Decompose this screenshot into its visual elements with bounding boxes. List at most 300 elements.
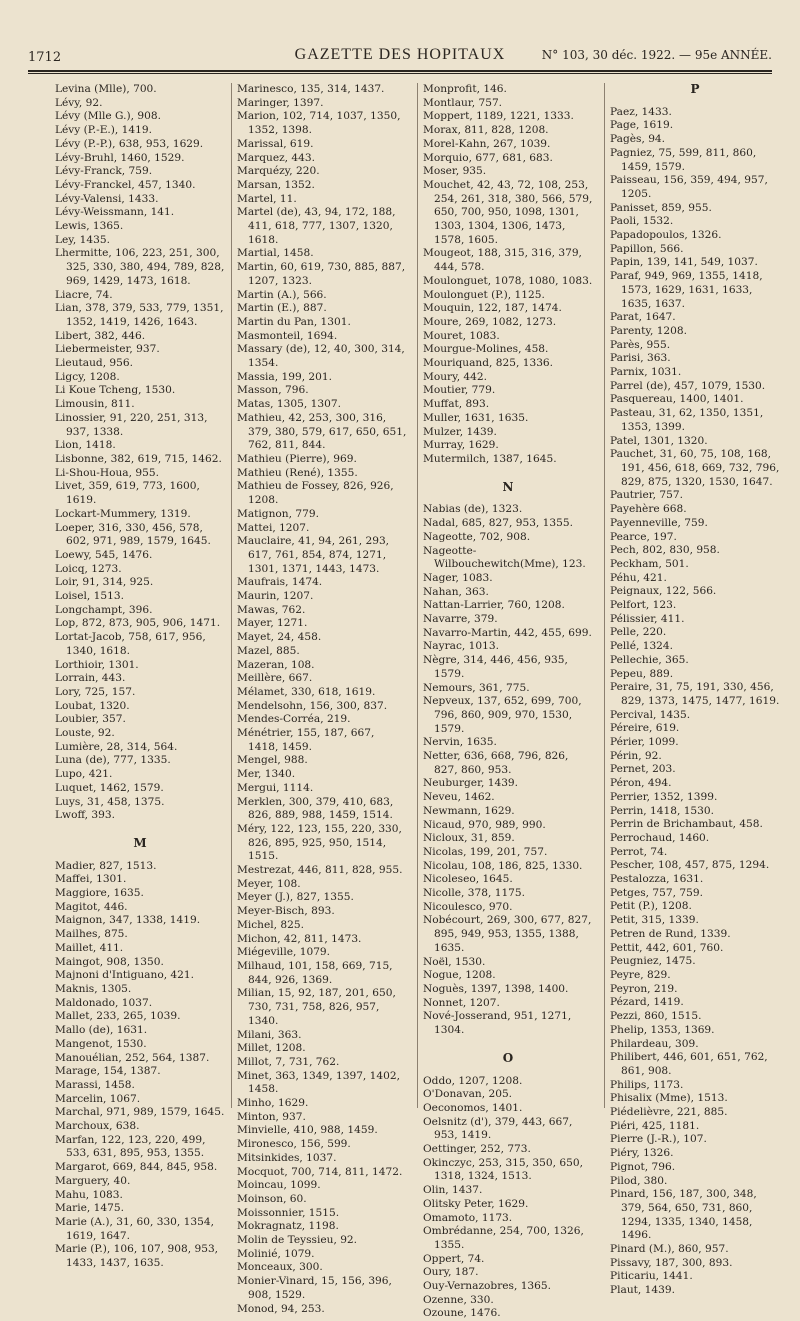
index-entry: Mironesco, 156, 599. <box>237 1138 351 1151</box>
index-entry: Papadopoulos, 1326. <box>610 229 722 242</box>
index-entry: Marsan, 1352. <box>237 178 315 191</box>
index-entry: Nageotte-Wilbouchewitch(Mme), 123. <box>423 544 586 571</box>
index-entry: Pearce, 197. <box>610 530 677 543</box>
index-entry: Pellechie, 365. <box>610 653 689 666</box>
index-entry: Mallet, 233, 265, 1039. <box>55 1010 181 1023</box>
index-entry: Maufrais, 1474. <box>237 576 323 589</box>
index-entry: Mouchet, 42, 43, 72, 108, 253, 254, 261, 318, 380, 566, 579, 650, 700, 950, 1098, 1301, 1303, 1304, 1306, 1473, 1578, 1605. <box>423 178 593 246</box>
index-entry: Petit (P.), 1208. <box>610 900 692 913</box>
index-entry: Mangenot, 1530. <box>55 1037 147 1050</box>
index-entry: Muffat, 893. <box>423 398 490 411</box>
index-entry: Oeconomos, 1401. <box>423 1101 523 1114</box>
index-entry: Philips, 1173. <box>610 1078 684 1091</box>
index-entry: Oppert, 74. <box>423 1252 485 1265</box>
index-entry: Nicoulesco, 970. <box>423 900 513 913</box>
index-entry: Lévy-Bruhl, 1460, 1529. <box>55 151 185 164</box>
index-entry: Navarre, 379. <box>423 613 498 626</box>
index-entry: Marcelin, 1067. <box>55 1092 141 1105</box>
index-entry: Nicoleseo, 1645. <box>423 873 513 886</box>
index-entry: Moppert, 1189, 1221, 1333. <box>423 110 574 123</box>
index-entry: Morquio, 677, 681, 683. <box>423 151 553 164</box>
index-entry: Meyer (J.), 827, 1355. <box>237 891 354 904</box>
index-entry: Philardeau, 309. <box>610 1037 699 1050</box>
index-entry: Mauclaire, 41, 94, 261, 293, 617, 761, 854, 874, 1271, 1301, 1371, 1443, 1473. <box>237 535 390 575</box>
index-entry: Pelfort, 123. <box>610 599 677 612</box>
index-entry: Lortat-Jacob, 758, 617, 956, 1340, 1618. <box>55 631 206 657</box>
index-entry: Pauchet, 31, 60, 75, 108, 168, 191, 456, 618, 669, 732, 796, 829, 875, 1320, 1530, 1647. <box>610 448 780 488</box>
index-entry: Minet, 363, 1349, 1397, 1402, 1458. <box>237 1069 400 1096</box>
index-entry: Perrin, 1418, 1530. <box>610 804 715 817</box>
index-entry: Meillère, 667. <box>237 672 313 685</box>
index-entry: Lwoff, 393. <box>55 809 115 822</box>
index-entry: Margarot, 669, 844, 845, 958. <box>55 1161 218 1174</box>
index-entry: Moulonguet (P.), 1125. <box>423 288 545 301</box>
index-entry: Mer, 1340. <box>237 768 296 781</box>
index-entry: Noël, 1530. <box>423 955 486 968</box>
index-entry: Minton, 937. <box>237 1110 306 1123</box>
index-columns <box>55 82 780 1320</box>
page-header <box>28 44 772 72</box>
index-entry: Nayrac, 1013. <box>423 640 499 653</box>
index-entry: Pagès, 94. <box>610 133 666 146</box>
index-entry: Mouriquand, 825, 1336. <box>423 357 554 370</box>
index-entry: Maignon, 347, 1338, 1419. <box>55 914 201 927</box>
index-entry: Mourgue-Molines, 458. <box>423 343 549 356</box>
index-entry: Loicq, 1273. <box>55 562 122 575</box>
index-entry: Marie (A.), 31, 60, 330, 1354, 1619, 1647. <box>55 1215 214 1242</box>
index-entry: Massary (de), 12, 40, 300, 314, 1354. <box>237 343 405 370</box>
index-entry: Maillet, 411. <box>55 941 124 954</box>
index-entry: Parès, 955. <box>610 338 671 351</box>
index-entry: Petges, 757, 759. <box>610 886 703 899</box>
index-entry: Morel-Kahn, 267, 1039. <box>423 137 551 150</box>
index-entry: Lévy-Franck, 759. <box>55 165 153 178</box>
index-entry: Mendes-Corréa, 219. <box>237 713 351 726</box>
index-entry: Omamoto, 1173. <box>423 1211 513 1224</box>
index-entry: Péreire, 619. <box>610 722 680 735</box>
column-divider <box>604 83 605 1108</box>
index-entry: Mendelsohn, 156, 300, 837. <box>237 699 388 712</box>
index-entry: Nepveux, 137, 652, 699, 700, 796, 860, 909, 970, 1530, 1579. <box>423 695 582 735</box>
index-entry: Lévy (P.-P.), 638, 953, 1629. <box>55 137 204 150</box>
index-entry: Lian, 378, 379, 533, 779, 1351, 1352, 1419, 1426, 1643. <box>55 302 224 328</box>
index-entry: Nobécourt, 269, 300, 677, 827, 895, 949, 953, 1355, 1388, 1635. <box>423 914 592 954</box>
index-entry: Luquet, 1462, 1579. <box>55 781 164 794</box>
index-entry: Newmann, 1629. <box>423 804 515 817</box>
index-entry: Ley, 1435. <box>55 233 110 246</box>
index-entry: Oelsnitz (d'), 379, 443, 667, 953, 1419. <box>423 1115 573 1142</box>
index-entry: Madier, 827, 1513. <box>55 859 157 872</box>
index-entry: Marchal, 971, 989, 1579, 1645. <box>55 1106 225 1119</box>
issue-info: N° 103, 30 déc. 1922. — 95e ANNÉE. <box>541 48 772 62</box>
index-entry: Panisset, 859, 955. <box>610 201 712 214</box>
index-entry: Pellé, 1324. <box>610 640 674 653</box>
index-entry: Nageotte, 702, 908. <box>423 530 531 543</box>
index-entry: Oddo, 1207, 1208. <box>423 1074 523 1087</box>
index-entry: Pasquereau, 1400, 1401. <box>610 393 744 406</box>
index-entry: Moinson, 60. <box>237 1192 307 1205</box>
index-entry: Paisseau, 156, 359, 494, 957, 1205. <box>610 174 768 200</box>
index-entry: Nemours, 361, 775. <box>423 681 530 694</box>
index-entry: Moser, 935. <box>423 165 487 178</box>
index-entry: Neveu, 1462. <box>423 791 495 804</box>
index-entry: Maffei, 1301. <box>55 873 127 886</box>
index-entry: Monceaux, 300. <box>237 1261 323 1274</box>
index-entry: Pelle, 220. <box>610 626 667 639</box>
section-letter: N <box>502 479 514 494</box>
index-entry: Pepeu, 889. <box>610 667 674 680</box>
index-entry: Miégeville, 1079. <box>237 946 331 959</box>
index-entry: Mazel, 885. <box>237 644 300 657</box>
index-entry: Monier-Vinard, 15, 156, 396, 908, 1529. <box>237 1275 392 1301</box>
index-entry: Moissonnier, 1515. <box>237 1206 340 1219</box>
index-entry: Pescher, 108, 457, 875, 1294. <box>610 859 770 872</box>
index-entry: Paez, 1433. <box>610 105 672 118</box>
index-entry: Majnoni d'Intiguano, 421. <box>55 969 195 982</box>
index-entry: Monprofit, 146. <box>423 83 507 95</box>
index-entry: Marchoux, 638. <box>55 1120 140 1133</box>
index-entry: Périn, 92. <box>610 749 662 762</box>
index-entry: Maingot, 908, 1350. <box>55 955 164 968</box>
index-entry: Plaut, 1439. <box>610 1284 675 1297</box>
section-letter: M <box>133 835 147 850</box>
index-entry: Péron, 494. <box>610 777 672 790</box>
page-number: 1712 <box>28 50 62 65</box>
index-entry: Nogue, 1208. <box>423 969 496 982</box>
index-entry: O'Donavan, 205. <box>423 1088 513 1101</box>
index-entry: Loubat, 1320. <box>55 699 130 712</box>
index-entry: Nabias (de), 1323. <box>423 503 523 516</box>
index-entry: Nègre, 314, 446, 456, 935, 1579. <box>423 654 568 680</box>
index-entry: Lop, 872, 873, 905, 906, 1471. <box>55 617 221 630</box>
index-entry: Pezzi, 860, 1515. <box>610 1010 702 1023</box>
index-entry: Longchampt, 396. <box>55 603 153 616</box>
index-entry: Mokragnatz, 1198. <box>237 1220 339 1233</box>
index-entry: Martin, 60, 619, 730, 885, 887, 1207, 1323. <box>237 261 406 287</box>
index-entry: Parnix, 1031. <box>610 366 682 379</box>
index-entry: Lévy-Valensi, 1433. <box>55 192 159 205</box>
index-entry: Moincau, 1099. <box>237 1179 321 1192</box>
index-entry: Pilod, 380. <box>610 1174 668 1187</box>
index-entry: Molinié, 1079. <box>237 1247 315 1260</box>
index-entry: Moure, 269, 1082, 1273. <box>423 315 557 328</box>
index-entry: Luys, 31, 458, 1375. <box>55 795 165 808</box>
index-entry: Perrochaud, 1460. <box>610 831 710 844</box>
section-letter: O <box>502 1050 514 1065</box>
index-entry: Patel, 1301, 1320. <box>610 434 708 447</box>
index-entry: Peugniez, 1475. <box>610 955 696 968</box>
index-entry: Peraire, 31, 75, 191, 330, 456, 829, 1373, 1475, 1477, 1619. <box>610 681 780 707</box>
index-entry: Loubier, 357. <box>55 713 126 726</box>
index-entry: Milian, 15, 92, 187, 201, 650, 730, 731, 758, 826, 957, 1340. <box>237 987 396 1027</box>
index-entry: Pautrier, 757. <box>610 489 683 502</box>
index-entry: Payenneville, 759. <box>610 516 708 529</box>
index-entry: Petit, 315, 1339. <box>610 914 699 927</box>
index-entry: Pernet, 203. <box>610 763 676 776</box>
index-entry: Marion, 102, 714, 1037, 1350, 1352, 1398. <box>237 110 401 137</box>
index-entry: Oettinger, 252, 773. <box>423 1143 531 1156</box>
section-letter: P <box>690 82 700 96</box>
index-entry: Peyre, 829. <box>610 969 671 981</box>
index-entry: Ouy-Vernazobres, 1365. <box>423 1280 552 1293</box>
index-entry: Li-Shou-Houa, 955. <box>55 466 159 479</box>
index-entry: Millet, 1208. <box>237 1042 306 1055</box>
index-entry: Muller, 1631, 1635. <box>423 411 529 424</box>
index-entry: Magitot, 446. <box>55 900 128 913</box>
index-entry: Paraf, 949, 969, 1355, 1418, 1573, 1629, 1631, 1633, 1635, 1637. <box>610 270 763 310</box>
index-entry: Parisi, 363. <box>610 352 671 365</box>
index-entry: Paoli, 1532. <box>610 215 674 228</box>
index-entry: Papin, 139, 141, 549, 1037. <box>610 256 758 269</box>
index-entry: Meyer-Bisch, 893. <box>237 905 335 918</box>
index-entry: Pélissier, 411. <box>610 612 685 625</box>
index-entry: Nager, 1083. <box>423 571 493 584</box>
index-entry: Lévy-Weissmann, 141. <box>55 206 175 219</box>
index-entry: Mathieu (Pierre), 969. <box>237 452 357 465</box>
index-entry: Marinesco, 135, 314, 1437. <box>237 83 385 95</box>
index-entry: Mathieu (René), 1355. <box>237 466 358 479</box>
index-entry: Minvielle, 410, 988, 1459. <box>237 1124 378 1137</box>
index-entry: Mélamet, 330, 618, 1619. <box>237 685 376 698</box>
index-entry: Molin de Teyssieu, 92. <box>237 1234 358 1247</box>
index-entry: Louste, 92. <box>55 727 115 740</box>
index-entry: Ozenne, 330. <box>423 1293 494 1306</box>
index-entry: Parenty, 1208. <box>610 324 688 337</box>
index-entry: Pech, 802, 830, 958. <box>610 544 720 557</box>
index-entry: Noguès, 1397, 1398, 1400. <box>423 983 569 995</box>
index-entry: Nové-Josserand, 951, 1271, 1304. <box>423 1010 572 1037</box>
index-entry: Olitsky Peter, 1629. <box>423 1197 529 1210</box>
index-entry: Marfan, 122, 123, 220, 499, 533, 631, 895, 953, 1355. <box>55 1133 206 1160</box>
index-entry: Michel, 825. <box>237 918 304 931</box>
index-entry: Matignon, 779. <box>237 507 319 520</box>
index-entry: Martel, 11. <box>237 192 297 205</box>
index-entry: Pinard, 156, 187, 300, 348, 379, 564, 650, 731, 860, 1294, 1335, 1340, 1458, 1496. <box>610 1188 757 1242</box>
index-entry: Nadal, 685, 827, 953, 1355. <box>423 517 573 530</box>
index-entry: Peignaux, 122, 566. <box>610 585 717 598</box>
index-entry: Parrel (de), 457, 1079, 1530. <box>610 379 766 392</box>
index-entry: Lory, 725, 157. <box>55 685 136 698</box>
index-entry: Oury, 187. <box>423 1266 479 1279</box>
index-entry: Payehère 668. <box>610 503 687 516</box>
index-entry: Loeper, 316, 330, 456, 578, 602, 971, 989, 1579, 1645. <box>55 521 211 548</box>
index-entry: Minho, 1629. <box>237 1097 309 1110</box>
index-entry: Piéri, 425, 1181. <box>610 1119 700 1132</box>
column-divider <box>231 83 232 1108</box>
index-entry: Mathieu de Fossey, 826, 926, 1208. <box>237 480 394 507</box>
index-entry: Neuburger, 1439. <box>423 777 519 790</box>
index-entry: Nahan, 363. <box>423 585 489 598</box>
index-entry: Maringer, 1397. <box>237 96 324 109</box>
index-entry: Nicaud, 970, 989, 990. <box>423 818 546 831</box>
index-entry: Li Koue Tcheng, 1530. <box>55 384 176 397</box>
index-entry: Percival, 1435. <box>610 708 691 721</box>
index-entry: Périer, 1099. <box>610 736 679 749</box>
index-entry: Lévy (Mlle G.), 908. <box>55 110 161 123</box>
index-entry: Martin du Pan, 1301. <box>237 315 351 328</box>
index-entry: Martel (de), 43, 94, 172, 188, 411, 618, 777, 1307, 1320, 1618. <box>237 206 396 246</box>
index-entry: Perrier, 1352, 1399. <box>610 790 718 803</box>
index-entry: Marquézy, 220. <box>237 165 320 178</box>
index-entry: Méry, 122, 123, 155, 220, 330, 826, 895, 925, 950, 1514, 1515. <box>237 822 402 863</box>
index-entry: Massia, 199, 201. <box>237 370 333 383</box>
header-rule <box>28 73 772 74</box>
index-entry: Philibert, 446, 601, 651, 762, 861, 908. <box>610 1051 768 1077</box>
index-entry: Mazeran, 108. <box>237 658 315 671</box>
index-entry: Pignot, 796. <box>610 1160 676 1173</box>
index-entry: Limousin, 811. <box>55 398 135 411</box>
index-entry: Nonnet, 1207. <box>423 996 500 1009</box>
index-entry: Page, 1619. <box>610 119 674 132</box>
index-entry: Phelip, 1353, 1369. <box>610 1023 715 1036</box>
index-column-2 <box>237 83 407 1316</box>
index-entry: Marie, 1475. <box>55 1202 124 1215</box>
index-entry: Marissal, 619. <box>237 137 314 150</box>
index-entry: Mengel, 988. <box>237 754 308 767</box>
index-entry: Lhermitte, 106, 223, 251, 300, 325, 330, 380, 494, 789, 828, 969, 1429, 1473, 1618. <box>55 247 225 287</box>
index-entry: Moury, 442. <box>423 370 488 383</box>
index-entry: Mayet, 24, 458. <box>237 631 322 644</box>
index-entry: Martial, 1458. <box>237 247 314 260</box>
index-entry: Mulzer, 1439. <box>423 425 497 438</box>
index-entry: Lockart-Mummery, 1319. <box>55 507 191 520</box>
index-entry: Marassi, 1458. <box>55 1078 135 1091</box>
index-entry: Ligcy, 1208. <box>55 370 120 383</box>
index-entry: Mougeot, 188, 315, 316, 379, 444, 578. <box>423 247 582 274</box>
index-entry: Moulonguet, 1078, 1080, 1083. <box>423 274 593 287</box>
index-entry: Millot, 7, 731, 762. <box>237 1055 340 1068</box>
index-entry: Parat, 1647. <box>610 311 676 324</box>
index-entry: Libert, 382, 446. <box>55 329 146 342</box>
index-entry: Piticariu, 1441. <box>610 1270 693 1283</box>
index-entry: Netter, 636, 668, 796, 826, 827, 860, 953. <box>423 750 569 776</box>
index-entry: Merklen, 300, 379, 410, 683, 826, 889, 988, 1459, 1514. <box>237 795 394 822</box>
index-entry: Lorthioir, 1301. <box>55 658 139 671</box>
index-entry: Piéry, 1326. <box>610 1147 674 1160</box>
index-entry: Marage, 154, 1387. <box>55 1065 161 1078</box>
index-entry: Ombrédanne, 254, 700, 1326, 1355. <box>423 1225 584 1251</box>
index-entry: Nattan-Larrier, 760, 1208. <box>423 599 565 612</box>
index-entry: Piédelièvre, 221, 885. <box>610 1106 728 1119</box>
index-entry: Murray, 1629. <box>423 439 499 452</box>
index-entry: Mergui, 1114. <box>237 781 314 794</box>
index-entry: Papillon, 566. <box>610 242 684 255</box>
index-entry: Pinard (M.), 860, 957. <box>610 1243 729 1256</box>
index-entry: Mattei, 1207. <box>237 521 310 534</box>
index-entry: Mathieu, 42, 253, 300, 316, 379, 380, 579, 617, 650, 651, 762, 811, 844. <box>237 411 407 452</box>
journal-title: GAZETTE DES HOPITAUX <box>294 46 506 63</box>
index-entry: Lumière, 28, 314, 564. <box>55 740 178 753</box>
index-entry: Lewis, 1365. <box>55 220 124 233</box>
index-entry: Levina (Mlle), 700. <box>55 83 157 95</box>
index-entry: Loewy, 545, 1476. <box>55 548 153 561</box>
index-entry: Morax, 811, 828, 1208. <box>423 124 549 137</box>
index-entry: Montlaur, 757. <box>423 96 503 109</box>
index-entry: Pézard, 1419. <box>610 996 684 1009</box>
index-entry: Pestalozza, 1631. <box>610 873 704 886</box>
index-column-1 <box>55 83 225 1271</box>
index-entry: Lisbonne, 382, 619, 715, 1462. <box>55 452 222 465</box>
index-entry: Mawas, 762. <box>237 603 306 616</box>
index-entry: Perrot, 74. <box>610 845 668 858</box>
index-entry: Nervin, 1635. <box>423 736 497 749</box>
index-entry: Peyron, 219. <box>610 982 678 995</box>
index-entry: Lieutaud, 956. <box>55 357 134 370</box>
index-entry: Marquez, 443. <box>237 151 316 164</box>
index-entry: Pierre (J.-R.), 107. <box>610 1133 707 1146</box>
index-entry: Maknis, 1305. <box>55 983 132 995</box>
index-entry: Mutermilch, 1387, 1645. <box>423 452 557 465</box>
index-column-4 <box>610 83 780 1298</box>
index-entry: Mouret, 1083. <box>423 329 500 342</box>
index-entry: Lion, 1418. <box>55 439 116 452</box>
index-entry: Péhu, 421. <box>610 571 667 584</box>
index-entry: Milani, 363. <box>237 1028 302 1041</box>
index-column-3 <box>423 83 593 1321</box>
index-entry: Marguery, 40. <box>55 1174 131 1187</box>
index-entry: Masson, 796. <box>237 384 309 397</box>
index-entry: Pissavy, 187, 300, 893. <box>610 1256 733 1269</box>
index-entry: Okinczyc, 253, 315, 350, 650, 1318, 1324, 1513. <box>423 1156 583 1183</box>
index-entry: Mailhes, 875. <box>55 928 128 941</box>
index-entry: Peckham, 501. <box>610 557 689 570</box>
index-entry: Nicolau, 108, 186, 825, 1330. <box>423 859 583 872</box>
index-entry: Navarro-Martin, 442, 455, 699. <box>423 626 592 639</box>
index-entry: Pasteau, 31, 62, 1350, 1351, 1353, 1399. <box>610 407 764 433</box>
index-entry: Monod, 94, 253. <box>237 1302 325 1315</box>
index-entry: Lévy-Franckel, 457, 1340. <box>55 178 196 191</box>
index-entry: Mouquin, 122, 187, 1474. <box>423 302 562 315</box>
index-entry: Mitsinkides, 1037. <box>237 1151 337 1164</box>
column-divider <box>417 83 418 1108</box>
index-entry: Maurin, 1207. <box>237 590 314 603</box>
index-entry: Maldonado, 1037. <box>55 996 153 1009</box>
index-entry: Mallo (de), 1631. <box>55 1024 148 1037</box>
index-entry: Luna (de), 777, 1335. <box>55 754 171 767</box>
index-entry: Martin (A.), 566. <box>237 288 327 301</box>
index-entry: Masmonteil, 1694. <box>237 329 338 342</box>
index-entry: Marie (P.), 106, 107, 908, 953, 1433, 1437, 1635. <box>55 1243 219 1270</box>
index-entry: Linossier, 91, 220, 251, 313, 937, 1338. <box>55 411 208 438</box>
index-entry: Mayer, 1271. <box>237 617 308 630</box>
index-entry: Manouélian, 252, 564, 1387. <box>55 1051 210 1064</box>
index-entry: Liacre, 74. <box>55 288 113 301</box>
index-entry: Martin (E.), 887. <box>237 302 327 315</box>
index-entry: Lupo, 421. <box>55 768 113 781</box>
index-entry: Nicloux, 31, 859. <box>423 832 515 845</box>
index-entry: Livet, 359, 619, 773, 1600, 1619. <box>55 480 200 507</box>
index-entry: Mocquot, 700, 714, 811, 1472. <box>237 1165 403 1178</box>
index-entry: Milhaud, 101, 158, 669, 715, 844, 926, 1369. <box>237 960 393 986</box>
index-entry: Meyer, 108. <box>237 877 301 890</box>
index-entry: Liebermeister, 937. <box>55 343 160 356</box>
index-entry: Loisel, 1513. <box>55 590 124 603</box>
index-entry: Nicolle, 378, 1175. <box>423 887 526 900</box>
index-entry: Mahu, 1083. <box>55 1188 123 1201</box>
index-entry: Perrin de Brichambaut, 458. <box>610 818 763 831</box>
index-entry: Mestrezat, 446, 811, 828, 955. <box>237 864 403 877</box>
index-entry: Pagniez, 75, 599, 811, 860, 1459, 1579. <box>610 146 757 173</box>
index-entry: Lorrain, 443. <box>55 672 126 685</box>
index-entry: Loir, 91, 314, 925. <box>55 576 154 589</box>
index-entry: Lévy (P.-E.), 1419. <box>55 124 152 137</box>
index-entry: Olin, 1437. <box>423 1184 483 1197</box>
index-entry: Phisalix (Mme), 1513. <box>610 1092 728 1105</box>
index-entry: Nicolas, 199, 201, 757. <box>423 845 548 858</box>
index-entry: Pettit, 442, 601, 760. <box>610 941 724 954</box>
index-entry: Petren de Rund, 1339. <box>610 927 731 940</box>
index-entry: Matas, 1305, 1307. <box>237 398 341 411</box>
